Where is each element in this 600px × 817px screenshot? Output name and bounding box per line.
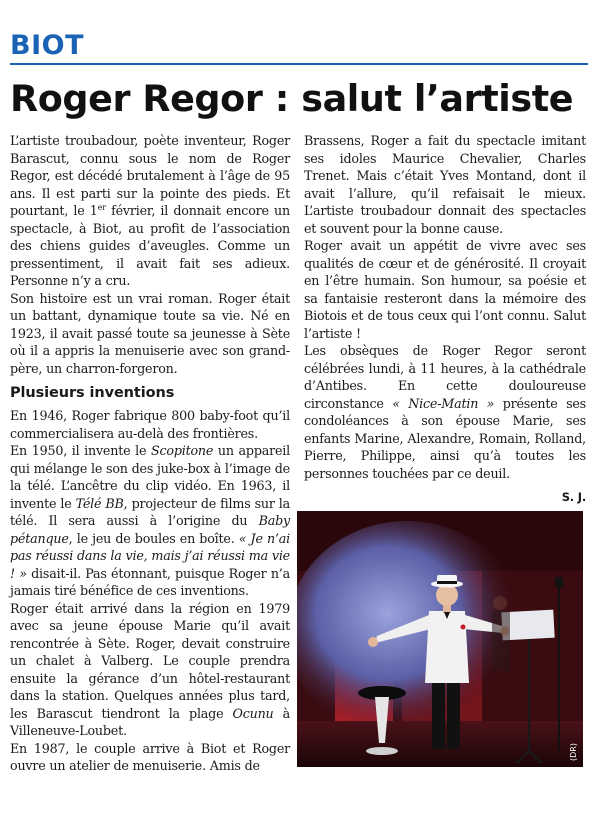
article-column-right [304, 132, 586, 507]
stage-performance-illustration [297, 511, 583, 767]
article-column-left [10, 132, 290, 775]
author-signature: S. J. [561, 490, 586, 504]
section-rule [10, 63, 588, 65]
section-label: BIOT [10, 30, 84, 61]
paragraph: Brassens, Roger a fait du spectacle imitant ses idoles Maurice Chevalier, Charles Trenet. Mais c’était Yves Montand, dont il avait l’allure, qu’il refaisait le mieux. L’artiste troubadour donnait des spectacles et souvent pour la bonne cause. [304, 133, 586, 236]
paragraph: En 1946, Roger fabrique 800 baby-foot qu’il commercialisera au-delà des frontières. [10, 408, 290, 441]
paragraph: Roger était arrivé dans la région en 1979 avec sa jeune épouse Marie qu’il avait rencontrée à Sète. Roger, devait construire un chalet à Valberg. Le couple prendra ensuite la gérance d’un hôtel-restaurant dans la station. Quelques années plus tard, les Barascut tiendront la plage Ocunu à Villeneuve-Loubet. [10, 600, 290, 738]
photo-credit: (DR) [569, 743, 578, 761]
headline: Roger Regor : salut l’artiste [10, 77, 574, 120]
article-photo [297, 511, 583, 767]
paragraph: Son histoire est un vrai roman. Roger était un battant, dynamique toute sa vie. Né en 1923, il avait passé toute sa jeunesse à Sète où il a appris la menuiserie avec son grand-père, un charron-forgeron. [10, 290, 290, 376]
paragraph: En 1950, il invente le Scopitone un appareil qui mélange le son des juke-box à l’image de la télé. L’ancêtre du clip vidéo. En 1963, il invente le Télé BB, projecteur de films sur la télé. Il sera aussi à l’origine du Baby pétanque, le jeu de boules en boîte. « Je n’ai pas réussi dans la vie, mais j’ai réussi ma vie ! » disait-il. Pas étonnant, puisque Roger n’a jamais tiré bénéfice de ces inventions. [10, 443, 291, 598]
paragraph: L’artiste troubadour, poète inventeur, Roger Barascut, connu sous le nom de Roger Regor, est décédé brutalement à l’âge de 95 ans. Il est parti sur la pointe des pieds. Et pourtant, le 1er février, il donnait encore un spectacle, à Biot, au profit de l’association des chiens guides d’aveugles. Comme un pressentiment, il avait fait ses adieux. Personne n’y a cru. [10, 133, 290, 288]
subheading: Plusieurs inventions [10, 385, 175, 401]
paragraph: Roger avait un appétit de vivre avec ses qualités de cœur et de générosité. Il croyait en l’être humain. Son humour, sa poésie et sa fantaisie resteront dans la mémoire des Biotois et de tous ceux qui l’ont connu. Salut l’artiste ! [304, 238, 586, 341]
paragraph: En 1987, le couple arrive à Biot et Roger ouvre un atelier de menuiserie. Amis de [10, 740, 290, 773]
paragraph: Les obsèques de Roger Regor seront célébrées lundi, à 11 heures, à la cathédrale d’Antibes. En cette douloureuse circonstance « Nice-Matin » présente ses condoléances à son épouse Marie, ses enfants Marine, Alexandre, Romain, Rolland, Pierre, Philippe, ainsi qu’à toutes les personnes touchées par ce deuil. [304, 343, 586, 481]
